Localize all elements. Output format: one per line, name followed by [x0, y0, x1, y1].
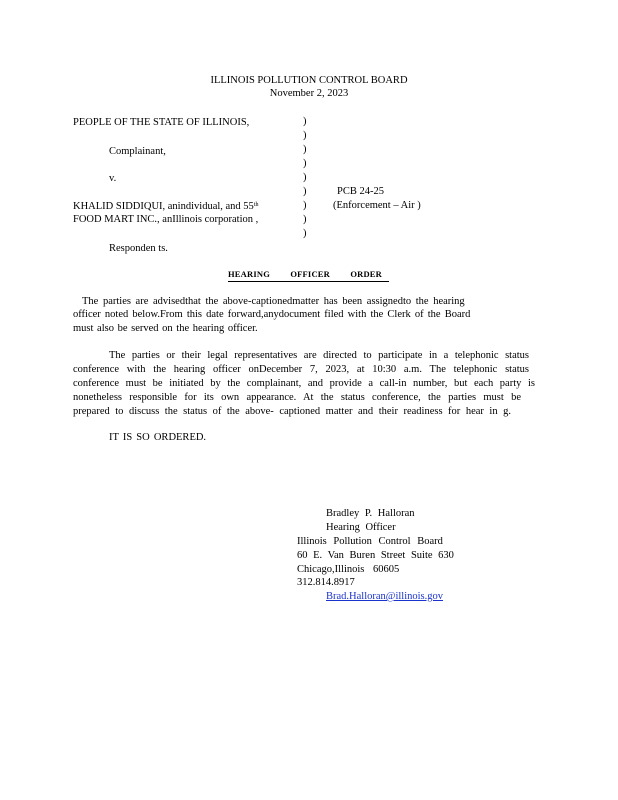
respondent-line-1-superscript: th [253, 202, 259, 208]
versus-label: v. [109, 173, 117, 184]
signer-city: Chicago,Illinois 60605 [297, 564, 400, 575]
agency-title: ILLINOIS POLLUTION CONTROL BOARD [210, 75, 408, 86]
case-number: PCB 24-25 [337, 186, 384, 197]
signer-organization: Illinois Pollution Control Board [297, 536, 443, 547]
complainant-name: PEOPLE OF THE STATE OF ILLINOIS, [73, 117, 250, 128]
signer-title: Hearing Officer [326, 522, 396, 533]
paragraph-2-line-3: conference must be initiated by the complainant, and provide a call-in number, but each party is [73, 378, 535, 389]
paragraph-2-line-1: The parties or their legal representatives are directed to participate in a telephonic status [109, 350, 529, 361]
paragraph-1-line-2: officer noted below.From this date forward,anydocument filed with the Clerk of the Board [73, 309, 471, 320]
so-ordered: IT IS SO ORDERED. [109, 432, 207, 443]
caption-bracket: ) ) ) ) ) ) ) ) ) [303, 116, 307, 239]
signer-phone: 312.814.8917 [297, 577, 355, 588]
case-type: (Enforcement – Air ) [333, 200, 421, 211]
respondent-line-1-text: KHALID SIDDIQUI, anindividual, and 55 [73, 201, 254, 212]
order-date: November 2, 2023 [269, 88, 349, 99]
paragraph-2-line-4: nonetheless responsible for its own appearance. At the status conference, the parties must be [73, 392, 521, 403]
signer-address: 60 E. Van Buren Street Suite 630 [297, 550, 454, 561]
paragraph-1-line-1: The parties are advisedthat the above-captionedmatter has been assignedto the hearing [82, 296, 465, 307]
paragraph-2-line-2: conference with the hearing officer onDecember 7, 2023, at 10:30 a.m. The telephonic status [73, 364, 529, 375]
paragraph-2-line-5: prepared to discuss the status of the above- captioned matter and their readiness for hear in g. [73, 406, 511, 417]
order-title: HEARING OFFICER ORDER [228, 268, 389, 282]
respondent-line-2: FOOD MART INC., anIllinois corporation , [73, 214, 259, 225]
complainant-label: Complainant, [109, 146, 166, 157]
signer-name: Bradley P. Halloran [326, 508, 415, 519]
signer-email-link[interactable]: Brad.Halloran@illinois.gov [326, 591, 443, 602]
respondent-label: Responden ts. [109, 243, 168, 254]
respondent-line-1 [73, 200, 291, 213]
paragraph-1-line-3: must also be served on the hearing officer. [73, 323, 258, 334]
